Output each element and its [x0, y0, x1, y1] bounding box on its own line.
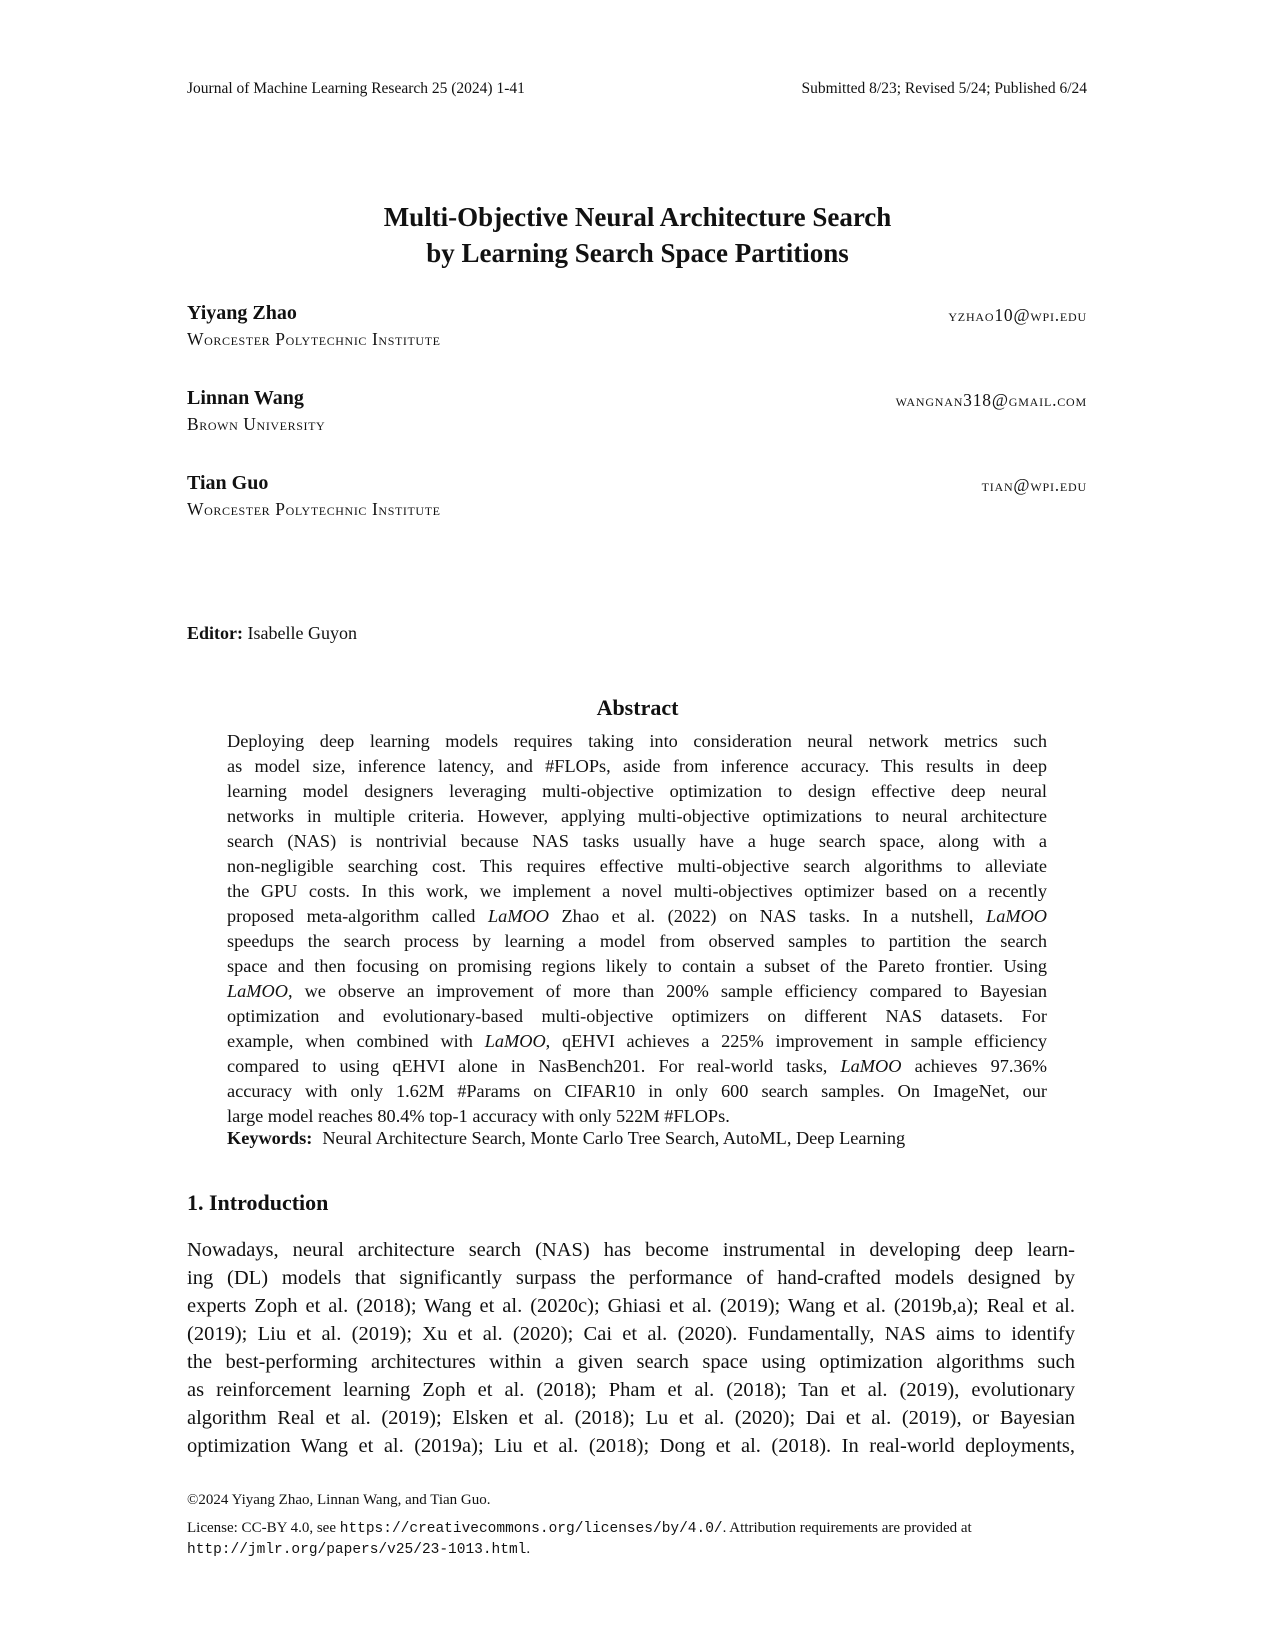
abstract-line: LaMOO, we observe an improvement of more than 200% sample efficiency compared to Bayesian [227, 981, 1047, 1001]
editor-line [187, 623, 357, 644]
submission-dates: Submitted 8/23; Revised 5/24; Published 6/24 [801, 80, 1087, 97]
paper-title-line-1: Multi-Objective Neural Architecture Search [383, 202, 892, 232]
author-affiliation: Worcester Polytechnic Institute [187, 329, 441, 349]
abstract-line: the GPU costs. In this work, we implement a novel multi-objectives optimizer based on a recently [227, 881, 1047, 901]
abstract-line: as model size, inference latency, and #FLOPs, aside from inference accuracy. This results in deep [227, 756, 1047, 776]
author-email: yzhao10@wpi.edu [948, 305, 1087, 325]
section-heading-introduction: 1. Introduction [187, 1190, 329, 1215]
intro-line: ing (DL) models that significantly surpass the performance of hand-crafted models designed by [187, 1267, 1075, 1289]
journal-header: Journal of Machine Learning Research 25 (2024) 1-41 [187, 80, 525, 97]
method-name: LaMOO [840, 1056, 902, 1076]
abstract-heading: Abstract [596, 695, 679, 720]
abstract-line: optimization and evolutionary-based multi-objective optimizers on different NAS datasets. For [227, 1006, 1047, 1026]
method-name: LaMOO [484, 1031, 546, 1051]
editor-label: Editor: [187, 623, 243, 643]
license-link[interactable]: https://creativecommons.org/licenses/by/4.0/ [339, 1521, 723, 1537]
keywords-label: Keywords: [227, 1128, 313, 1148]
keywords-list: Neural Architecture Search, Monte Carlo Tree Search, AutoML, Deep Learning [322, 1128, 906, 1148]
abstract-line: speedups the search process by learning a model from observed samples to partition the search [227, 931, 1047, 951]
method-name: LaMOO [488, 906, 549, 926]
abstract-line: Deploying deep learning models requires taking into consideration neural network metrics such [227, 731, 1047, 751]
intro-line: algorithm Real et al. (2019); Elsken et al. (2018); Lu et al. (2020); Dai et al. (2019), or Bayesian [187, 1407, 1075, 1429]
attribution-suffix: . [526, 1541, 531, 1557]
copyright-notice: ©2024 Yiyang Zhao, Linnan Wang, and Tian Guo. [187, 1492, 491, 1508]
abstract-line: large model reaches 80.4% top-1 accuracy with only 522M #FLOPs. [227, 1106, 730, 1126]
author-name: Tian Guo [187, 472, 269, 494]
method-name: LaMOO [227, 981, 288, 1001]
abstract-line: networks in multiple criteria. However, applying multi-objective optimizations to neural architecture [227, 806, 1047, 826]
intro-line: Nowadays, neural architecture search (NAS) has become instrumental in developing deep learn- [187, 1239, 1075, 1261]
paper-title-line-2: by Learning Search Space Partitions [426, 238, 849, 268]
abstract-line: proposed meta-algorithm called LaMOO Zhao et al. (2022) on NAS tasks. In a nutshell, LaMOO [227, 906, 1047, 926]
abstract-line: compared to using qEHVI alone in NasBench201. For real-world tasks, LaMOO achieves 97.36% [227, 1056, 1047, 1076]
abstract-line: search (NAS) is nontrivial because NAS tasks usually have a huge search space, along with a [227, 831, 1047, 851]
intro-line: the best-performing architectures within a given search space using optimization algorithms such [187, 1351, 1075, 1373]
license-notice [187, 1518, 1087, 1560]
abstract-line: accuracy with only 1.62M #Params on CIFAR10 in only 600 search samples. On ImageNet, our [227, 1081, 1047, 1101]
intro-line: (2019); Liu et al. (2019); Xu et al. (2020); Cai et al. (2020). Fundamentally, NAS aims to identify [187, 1323, 1075, 1345]
author-email: wangnan318@gmail.com [895, 390, 1087, 410]
intro-line: experts Zoph et al. (2018); Wang et al. (2020c); Ghiasi et al. (2019); Wang et al. (2019b,a); Real et al. [187, 1295, 1075, 1317]
license-suffix: . Attribution requirements are provided at [722, 1520, 972, 1536]
abstract-line: space and then focusing on promising regions likely to contain a subset of the Pareto frontier. Using [227, 956, 1047, 976]
method-name: LaMOO [986, 906, 1047, 926]
license-prefix: License: CC-BY 4.0, see [187, 1520, 340, 1536]
keywords-line [227, 1128, 905, 1149]
author-name: Linnan Wang [187, 387, 304, 409]
intro-line: optimization Wang et al. (2019a); Liu et al. (2018); Dong et al. (2018). In real-world deployments, [187, 1435, 1075, 1457]
abstract-line: example, when combined with LaMOO, qEHVI achieves a 225% improvement in sample efficiency [227, 1031, 1047, 1051]
abstract-body [227, 729, 1047, 1129]
editor-name: Isabelle Guyon [247, 623, 357, 643]
author-email: tian@wpi.edu [981, 475, 1087, 495]
intro-line: as reinforcement learning Zoph et al. (2018); Pham et al. (2018); Tan et al. (2019), evolutionary [187, 1379, 1075, 1401]
abstract-line: learning model designers leveraging multi-objective optimization to design effective deep neural [227, 781, 1047, 801]
attribution-link[interactable]: http://jmlr.org/papers/v25/23-1013.html [187, 1542, 527, 1558]
abstract-line: non-negligible searching cost. This requires effective multi-objective search algorithms to alleviate [227, 856, 1047, 876]
author-affiliation: Worcester Polytechnic Institute [187, 499, 441, 519]
author-affiliation: Brown University [187, 414, 326, 434]
introduction-body [187, 1236, 1075, 1460]
author-name: Yiyang Zhao [187, 302, 297, 324]
